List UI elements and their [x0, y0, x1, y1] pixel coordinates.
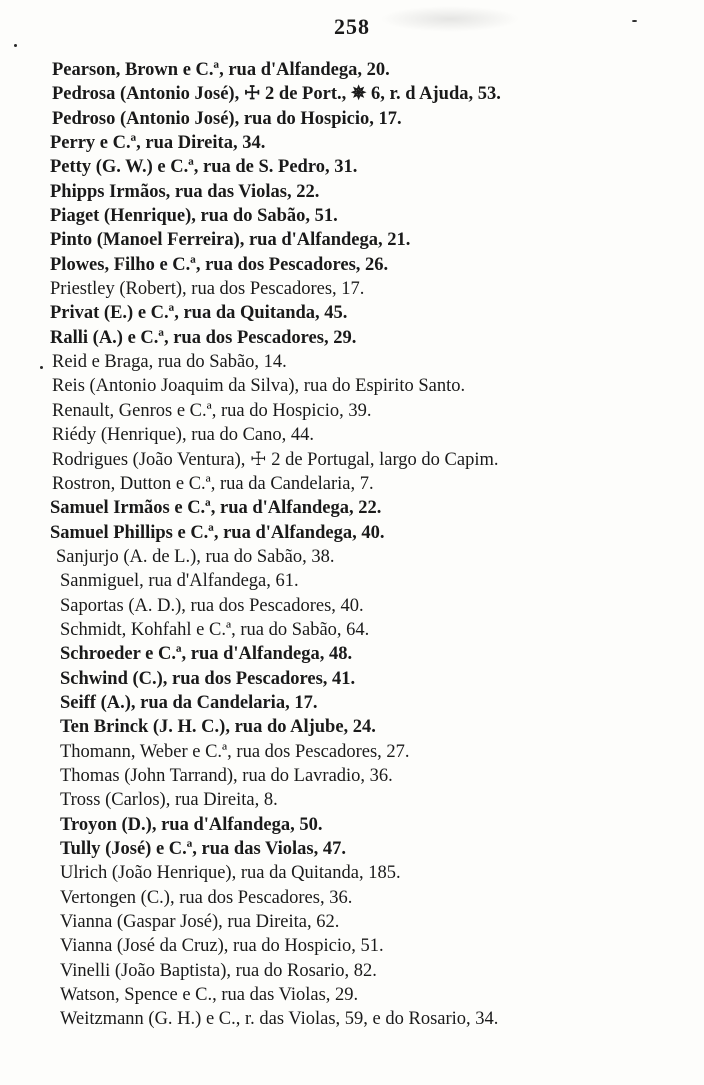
directory-entry: Piaget (Henrique), rua do Sabão, 51.: [50, 206, 338, 227]
directory-entry: Sanjurjo (A. de L.), rua do Sabão, 38.: [56, 546, 335, 567]
directory-entry: Rodrigues (João Ventura), ☩ 2 de Portugal, largo do Capim.: [52, 449, 499, 470]
directory-entry: Privat (E.) e C.ª, rua da Quitanda, 45.: [50, 303, 348, 324]
directory-entry: Reis (Antonio Joaquim da Silva), rua do Espirito Santo.: [52, 376, 466, 397]
directory-entry: Troyon (D.), rua d'Alfandega, 50.: [60, 814, 323, 835]
directory-entry: Phipps Irmãos, rua das Violas, 22.: [50, 181, 320, 202]
directory-entry: Schroeder e C.ª, rua d'Alfandega, 48.: [60, 644, 353, 665]
directory-entry: Pinto (Manoel Ferreira), rua d'Alfandega, 21.: [50, 230, 411, 251]
directory-list: [50, 58, 690, 1032]
ink-speck: [40, 366, 43, 369]
directory-entry: Sanmiguel, rua d'Alfandega, 61.: [60, 571, 299, 592]
directory-entry: Vianna (Gaspar José), rua Direita, 62.: [60, 912, 340, 933]
directory-entry: Tross (Carlos), rua Direita, 8.: [60, 790, 278, 811]
directory-entry: Petty (G. W.) e C.ª, rua de S. Pedro, 31.: [50, 157, 358, 178]
directory-entry: Plowes, Filho e C.ª, rua dos Pescadores, 26.: [50, 254, 389, 275]
directory-entry: Vertongen (C.), rua dos Pescadores, 36.: [60, 887, 353, 908]
directory-entry: Thomann, Weber e C.ª, rua dos Pescadores, 27.: [60, 741, 410, 762]
directory-entry: Schmidt, Kohfahl e C.ª, rua do Sabão, 64.: [60, 619, 370, 640]
directory-entry: Weitzmann (G. H.) e C., r. das Violas, 59, e do Rosario, 34.: [60, 1009, 499, 1030]
directory-entry: Samuel Phillips e C.ª, rua d'Alfandega, 40.: [50, 522, 385, 543]
directory-entry: Ralli (A.) e C.ª, rua dos Pescadores, 29.: [50, 327, 357, 348]
directory-entry: Ulrich (João Henrique), rua da Quitanda, 185.: [60, 863, 401, 884]
directory-entry: Schwind (C.), rua dos Pescadores, 41.: [60, 668, 356, 689]
directory-entry: Vinelli (João Baptista), rua do Rosario, 82.: [60, 960, 377, 981]
directory-entry: Pedrosa (Antonio José), ☩ 2 de Port., ✵ 6, r. d Ajuda, 53.: [52, 84, 501, 105]
directory-entry: Pedroso (Antonio José), rua do Hospicio, 17.: [52, 108, 402, 129]
directory-entry: Vianna (José da Cruz), rua do Hospicio, 51.: [60, 936, 384, 957]
directory-entry: Priestley (Robert), rua dos Pescadores, 17.: [50, 279, 365, 300]
directory-entry: Renault, Genros e C.ª, rua do Hospicio, 39.: [52, 400, 372, 421]
directory-entry: Seiff (A.), rua da Candelaria, 17.: [60, 692, 318, 713]
directory-entry: Tully (José) e C.ª, rua das Violas, 47.: [60, 839, 346, 859]
directory-entry: Watson, Spence e C., rua das Violas, 29.: [60, 985, 359, 1006]
ink-speck: [14, 44, 17, 47]
directory-entry: Saportas (A. D.), rua dos Pescadores, 40.: [60, 595, 364, 616]
directory-entry: Riédy (Henrique), rua do Cano, 44.: [52, 425, 315, 446]
directory-entry: Perry e C.ª, rua Direita, 34.: [50, 133, 266, 154]
directory-entry: Ten Brinck (J. H. C.), rua do Aljube, 24.: [60, 717, 376, 738]
directory-entry: Samuel Irmãos e C.ª, rua d'Alfandega, 22.: [50, 498, 382, 519]
directory-entry: Reid e Braga, rua do Sabão, 14.: [52, 352, 287, 373]
page-number: 258: [334, 14, 370, 39]
directory-entry: Thomas (John Tarrand), rua do Lavradio, 36.: [60, 765, 393, 786]
directory-entry: Rostron, Dutton e C.ª, rua da Candelaria, 7.: [52, 473, 374, 494]
directory-entry: Pearson, Brown e C.ª, rua d'Alfandega, 20.: [52, 60, 390, 80]
